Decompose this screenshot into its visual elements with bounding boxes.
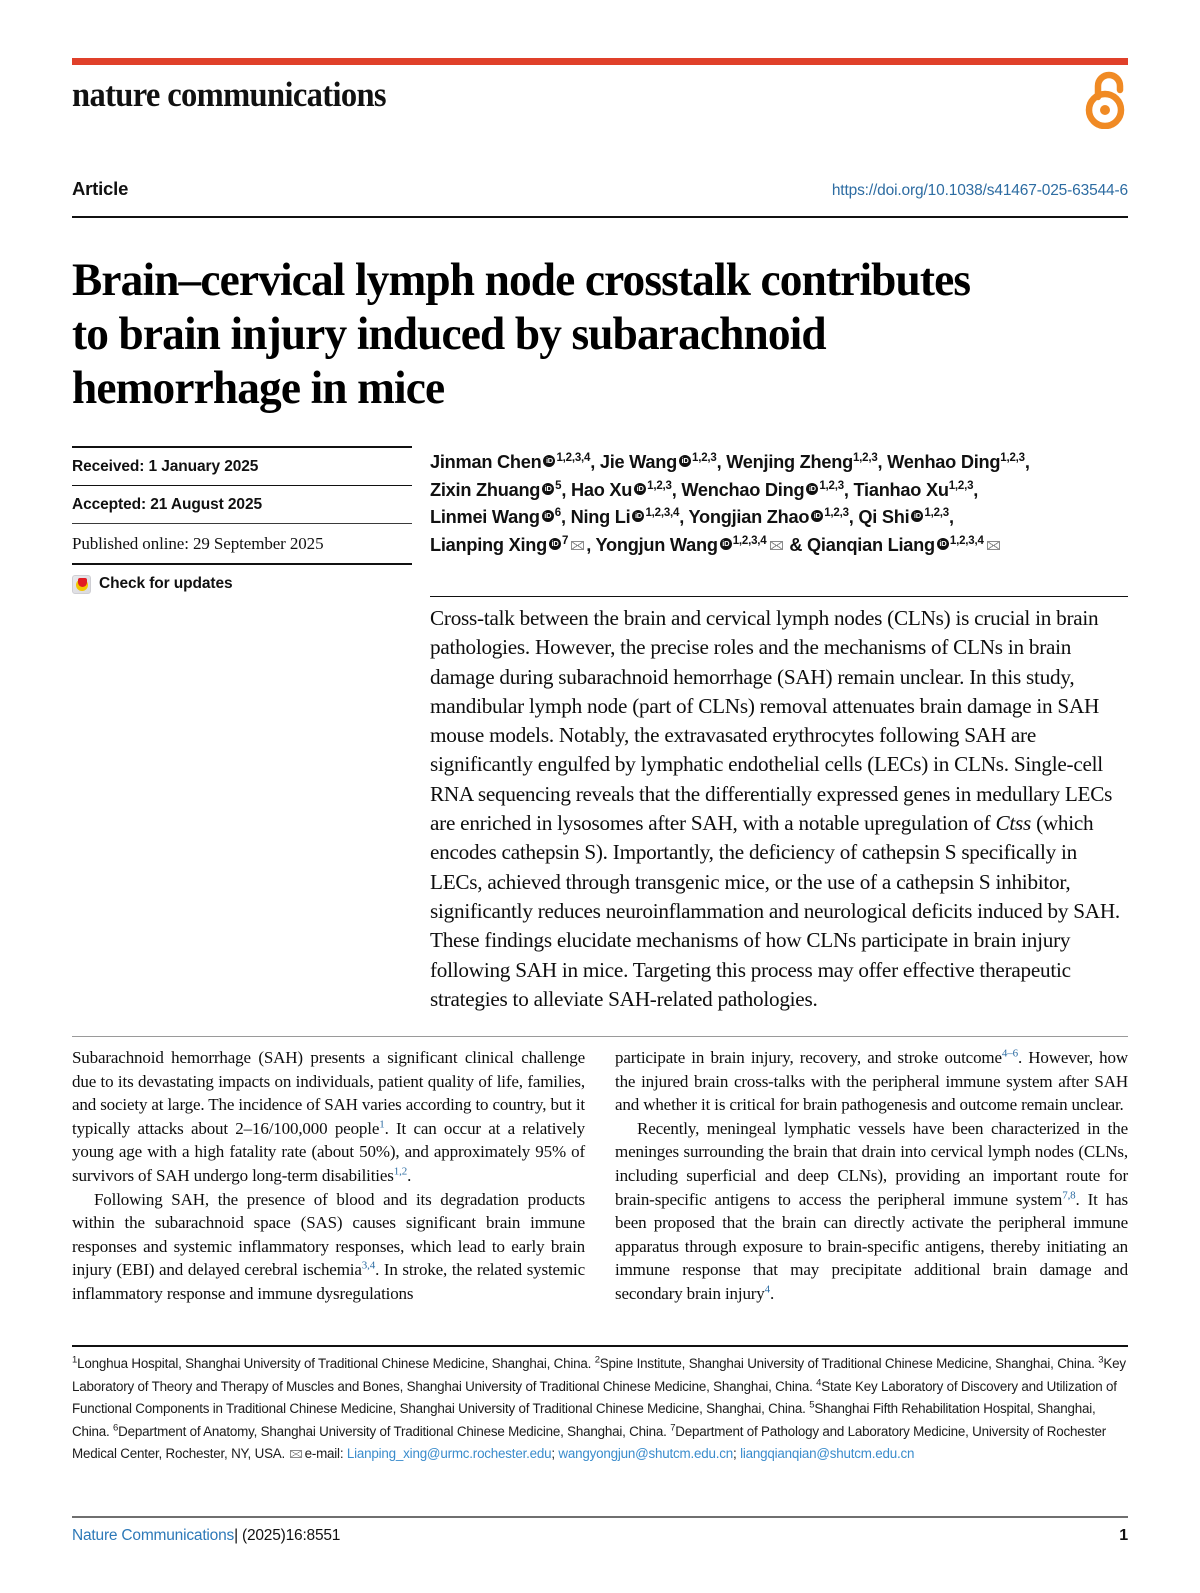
- affiliation-number: 3: [1098, 1354, 1104, 1366]
- body-column-right: [615, 1046, 1128, 1306]
- affiliation-marker: 6: [554, 506, 561, 519]
- author-name: Wenjing Zheng: [726, 452, 853, 472]
- affiliation-marker: 1,2,3,4: [645, 506, 680, 519]
- author-separator: ,: [716, 452, 727, 472]
- orcid-icon[interactable]: [542, 510, 554, 522]
- author-name: Hao Xu: [570, 479, 633, 500]
- email-label: e-mail:: [304, 1446, 347, 1462]
- abstract: [430, 604, 1128, 1014]
- intro-paragraph-1: [72, 1046, 585, 1188]
- title-divider: [72, 216, 1128, 218]
- intro-p3-text-b: . However, how the injured brain cross-talks with the peripheral immune system after SAH and whether it is critical for brain pathogenesis and outcome remain unclear.: [615, 1048, 1128, 1115]
- author-name: Wenchao Ding: [681, 479, 805, 500]
- affiliation-marker: 1,2,3: [1000, 451, 1025, 464]
- author-list: [430, 449, 1130, 559]
- body-divider: [72, 1036, 1128, 1037]
- brand-accent-rule: [72, 58, 1128, 65]
- intro-p2-text-a: Following SAH, the presence of blood and its degradation products within the subarachnoid space (SAS) causes significant brain immune responses and systemic inflammatory responses, which lead to early brain injury (EBI) and delayed cerebral ischemia: [72, 1189, 585, 1280]
- author-separator: ,: [1024, 452, 1030, 472]
- citation-ref[interactable]: 1,2: [393, 1165, 408, 1178]
- abstract-part-1: Cross-talk between the brain and cervical lymph nodes (CLNs) is crucial in brain pathologies. However, the precise roles and the mechanisms of CLNs in brain damage during subarachnoid hemorrhage (SAH) remain unclear. In this study, mandibular lymph node (part of CLNs) removal attenuates brain damage in SAH mouse models. Notably, the extravasated erythrocytes following SAH are significantly engulfed by lymphatic endothelial cells (LECs) in CLNs. Single-cell RNA sequencing reveals that the differentially expressed genes in medullary LECs are enriched in lysosomes after SAH, with a notable upregulation of: [430, 606, 1113, 836]
- abstract-part-2: (which encodes cathepsin S). Importantly, the deficiency of cathepsin S specifically in LECs, achieved through transgenic mice, or the use of a cathepsin S inhibitor, significantly reduces neuroinflammation and neurological deficits induced by SAH. These findings elucidate mechanisms of how CLNs participate in brain injury following SAH in mice. Targeting this process may offer effective therapeutic strategies to alleviate SAH-related pathologies.: [430, 811, 1120, 1011]
- author-name: Linmei Wang: [430, 507, 540, 527]
- check-for-updates-label: Check for updates: [99, 575, 233, 593]
- author-line: [430, 477, 1130, 505]
- intro-p3-text-a: participate in brain injury, recovery, and stroke outcome: [615, 1048, 1002, 1067]
- doi-link[interactable]: https://doi.org/10.1038/s41467-025-63544-6: [831, 182, 1128, 199]
- author-name: Zixin Zhuang: [430, 479, 541, 500]
- page-title: Brain–cervical lymph node crosstalk contributes to brain injury induced by subarachnoid hemorrhage in mice: [72, 254, 971, 415]
- author-name: Jie Wang: [599, 452, 678, 472]
- orcid-icon[interactable]: [937, 538, 949, 550]
- intro-p4-text-c: .: [770, 1283, 775, 1303]
- author-separator: ,: [973, 479, 979, 500]
- affiliation-marker: 1,2,3: [692, 451, 717, 464]
- author-separator: ,: [561, 479, 571, 500]
- crossmark-icon: [72, 575, 91, 594]
- corresponding-email-link[interactable]: Lianping_xing@urmc.rochester.edu: [346, 1446, 552, 1462]
- journal-brand: nature communications: [72, 75, 386, 114]
- intro-p1-text-c: .: [407, 1165, 412, 1185]
- affiliation-marker: 1,2,3,4: [949, 534, 984, 547]
- orcid-icon[interactable]: [543, 455, 555, 467]
- orcid-icon[interactable]: [911, 510, 923, 522]
- citation-ref[interactable]: 1: [379, 1118, 385, 1131]
- affiliation-text: State Key Laboratory of Discovery and Utilization of Functional Components in Traditional Chinese Medicine, Shanghai University of Traditional Chinese Medicine, Shanghai, China.: [72, 1378, 1117, 1417]
- orcid-icon[interactable]: [549, 538, 561, 550]
- accepted-date: Accepted: 21 August 2025: [72, 496, 262, 514]
- author-line: [430, 532, 1130, 560]
- author-name: Qianqian Liang: [807, 534, 935, 555]
- affiliation-text: Shanghai Fifth Rehabilitation Hospital, Shanghai, China.: [72, 1401, 1096, 1439]
- author-separator: ,: [590, 452, 600, 472]
- intro-paragraph-2: [72, 1188, 585, 1306]
- author-separator: &: [784, 534, 808, 555]
- author-separator: ,: [679, 507, 689, 527]
- orcid-icon[interactable]: [720, 538, 732, 550]
- abstract-gene-name: Ctss: [995, 811, 1032, 836]
- citation-ref[interactable]: 4–6: [1001, 1047, 1018, 1060]
- email-icon[interactable]: [987, 541, 1000, 550]
- intro-p2-text-b: . In stroke, the related systemic inflammatory response and immune dysregulations: [72, 1260, 585, 1303]
- affiliation-text: Department of Anatomy, Shanghai University of Traditional Chinese Medicine, Shanghai, China.: [118, 1423, 671, 1439]
- masthead: [72, 58, 1128, 127]
- citation-ref[interactable]: 7,8: [1062, 1188, 1076, 1201]
- email-separator: ;: [733, 1446, 741, 1462]
- author-line: [430, 449, 1130, 477]
- affiliation-marker: 1,2,3,4: [732, 534, 767, 547]
- author-name: Qi Shi: [858, 507, 910, 527]
- article-type-label: Article: [72, 178, 129, 199]
- footer-journal-name[interactable]: Nature Communications: [72, 1527, 235, 1544]
- author-separator: ,: [843, 479, 854, 500]
- affiliation-number: 4: [816, 1377, 822, 1389]
- brand-row: [72, 65, 1128, 127]
- corresponding-email-link[interactable]: wangyongjun@shutcm.edu.cn: [558, 1446, 734, 1462]
- published-date: Published online: 29 September 2025: [72, 534, 324, 554]
- intro-p1-text-b: . It can occur at a relatively young age with a high fatality rate (about 50%), and approximately 95% of survivors of SAH undergo long-term disabilities: [72, 1118, 585, 1185]
- footer-volume: | (2025)16:8551: [234, 1527, 341, 1544]
- author-separator: ,: [949, 507, 954, 527]
- affiliation-text: Key Laboratory of Theory and Therapy of Muscles and Bones, Shanghai University of Traditional Chinese Medicine, Shanghai, China.: [72, 1356, 1126, 1394]
- email-separator: ;: [551, 1446, 559, 1462]
- received-date: Received: 1 January 2025: [72, 457, 259, 475]
- intro-p4-text-a: Recently, meningeal lymphatic vessels have been characterized in the meninges surrounding the brain that drain into cervical lymph nodes (CLNs, including superficial and deep CLNs), providing an important route for brain-specific antigens to access the peripheral immune system: [615, 1118, 1128, 1209]
- affiliation-number: 5: [809, 1399, 815, 1411]
- author-name: Lianping Xing: [430, 534, 547, 555]
- intro-p4-text-b: . It has been proposed that the brain can directly activate the peripheral immune apparatus through exposure to brain-specific antigens, thereby initiating an immune response that may precipitate additional brain damage and secondary brain injury: [615, 1189, 1128, 1303]
- affiliation-text: Longhua Hospital, Shanghai University of Traditional Chinese Medicine, Shanghai, China.: [77, 1356, 595, 1371]
- author-name: Ning Li: [570, 507, 631, 527]
- author-separator: ,: [877, 452, 888, 472]
- author-name: Yongjun Wang: [595, 534, 718, 555]
- affiliation-marker: 1,2,3: [824, 506, 849, 519]
- affiliation-marker: 1,2,3: [819, 479, 844, 492]
- affiliation-marker: 1,2,3: [948, 479, 974, 492]
- body-columns: [72, 1046, 1128, 1306]
- body-column-left: [72, 1046, 585, 1306]
- article-header-line: [72, 178, 1128, 200]
- page-footer: [72, 1527, 1128, 1545]
- page-number: 1: [1119, 1527, 1128, 1544]
- affiliation-number: 2: [594, 1354, 600, 1366]
- author-separator: ,: [671, 479, 682, 500]
- email-icon[interactable]: [770, 541, 783, 550]
- intro-paragraph-4: [615, 1117, 1128, 1306]
- footer-divider: [72, 1516, 1128, 1518]
- orcid-icon[interactable]: [811, 510, 823, 522]
- open-access-lock-icon: [1082, 71, 1128, 129]
- affiliation-number: 7: [670, 1422, 676, 1434]
- affiliation-text: Spine Institute, Shanghai University of Traditional Chinese Medicine, Shanghai, China.: [599, 1356, 1099, 1371]
- affiliation-marker: 1,2,3: [647, 479, 672, 492]
- author-name: Wenhao Ding: [887, 452, 1001, 472]
- affiliation-marker: 1,2,3,4: [556, 451, 591, 464]
- email-icon: [290, 1450, 302, 1459]
- check-for-updates[interactable]: [72, 565, 412, 594]
- citation-ref[interactable]: 3,4: [361, 1259, 376, 1272]
- author-line: [430, 504, 1130, 532]
- affiliation-marker: 5: [555, 479, 562, 492]
- affiliation-number: 1: [72, 1354, 78, 1366]
- orcid-icon[interactable]: [632, 510, 644, 522]
- orcid-icon[interactable]: [806, 483, 818, 495]
- intro-paragraph-3: [615, 1046, 1128, 1117]
- orcid-icon[interactable]: [634, 483, 646, 495]
- author-separator: ,: [560, 507, 571, 527]
- email-icon[interactable]: [571, 541, 584, 550]
- author-separator: ,: [848, 507, 859, 527]
- affiliation-marker: 1,2,3: [852, 451, 878, 464]
- affiliation-text: Department of Pathology and Laboratory Medicine, University of Rochester Medical Center, Rochester, NY, USA.: [72, 1423, 1106, 1462]
- affiliation-marker: 7: [561, 534, 569, 547]
- affiliation-number: 6: [113, 1422, 119, 1434]
- author-separator: ,: [586, 534, 596, 555]
- author-name: Tianhao Xu: [853, 479, 949, 500]
- author-name: Jinman Chen: [430, 452, 542, 472]
- author-name: Yongjian Zhao: [688, 507, 810, 527]
- orcid-icon[interactable]: [542, 483, 554, 495]
- affiliations-divider: [72, 1345, 1128, 1347]
- intro-p1-text-a: Subarachnoid hemorrhage (SAH) presents a significant clinical challenge due to its devastating impacts on individuals, patient quality of life, families, and society at large. The incidence of SAH varies according to country, but it typically attacks about 2–16/100,000 people: [72, 1048, 585, 1138]
- abstract-divider: [430, 596, 1128, 597]
- footer-citation: [72, 1527, 340, 1545]
- citation-ref[interactable]: 4: [764, 1283, 771, 1296]
- publication-history: [72, 446, 412, 594]
- orcid-icon[interactable]: [679, 455, 691, 467]
- corresponding-email-link[interactable]: liangqianqian@shutcm.edu.cn: [740, 1446, 915, 1462]
- affiliation-marker: 1,2,3: [924, 506, 949, 519]
- affiliations: [72, 1353, 1128, 1466]
